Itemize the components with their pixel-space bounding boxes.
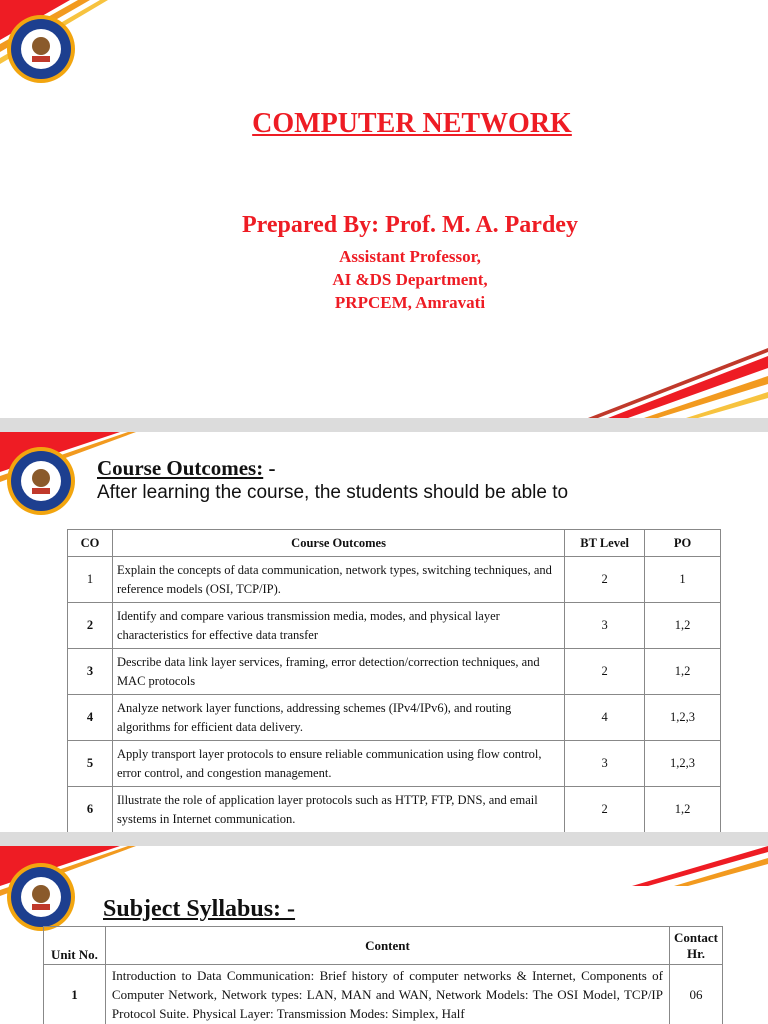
column-header-contact-hr: Contact Hr. xyxy=(670,927,723,965)
table-header-row xyxy=(44,927,723,965)
syllabus-table xyxy=(43,926,723,1024)
column-header-course-outcomes: Course Outcomes xyxy=(112,530,564,557)
slide-separator xyxy=(0,418,768,432)
co-number: 5 xyxy=(68,741,113,787)
slide-title xyxy=(0,0,768,418)
affiliation-institute: PRPCEM, Amravati xyxy=(334,293,486,312)
po-mapping: 1,2 xyxy=(645,603,721,649)
po-mapping: 1,2 xyxy=(645,787,721,833)
column-header-content: Content xyxy=(105,927,669,965)
college-logo xyxy=(6,862,76,932)
co-description: Illustrate the role of application layer protocols such as HTTP, FTP, DNS, and email systems in Internet communication. xyxy=(112,787,564,833)
bt-level: 4 xyxy=(565,695,645,741)
course-outcomes-table xyxy=(67,529,721,832)
co-description: Identify and compare various transmission media, modes, and physical layer characteristics for effective data transfer xyxy=(112,603,564,649)
college-logo xyxy=(6,14,76,84)
po-mapping: 1,2,3 xyxy=(645,741,721,787)
bt-level: 2 xyxy=(565,649,645,695)
column-header-unit-no: Unit No. xyxy=(44,927,106,965)
column-header-po: PO xyxy=(645,530,721,557)
table-row xyxy=(44,965,723,1024)
co-description: Describe data link layer services, framing, error detection/correction techniques, and MAC protocols xyxy=(112,649,564,695)
table-row xyxy=(68,741,721,787)
decor-stripes-bottom-right xyxy=(588,348,768,418)
course-outcomes-heading-suffix: - xyxy=(263,456,276,480)
bt-level: 3 xyxy=(565,741,645,787)
affiliation-department: AI &DS Department, xyxy=(332,270,488,289)
prepared-by: Prepared By: Prof. M. A. Pardey xyxy=(242,212,578,238)
co-number: 2 xyxy=(68,603,113,649)
table-row xyxy=(68,695,721,741)
course-outcomes-heading xyxy=(97,456,275,481)
bt-level: 3 xyxy=(565,603,645,649)
slide-subject-syllabus xyxy=(0,846,768,1024)
table-header-row xyxy=(68,530,721,557)
co-description: Explain the concepts of data communication, network types, switching techniques, and reference models (OSI, TCP/IP). xyxy=(112,557,564,603)
po-mapping: 1,2 xyxy=(645,649,721,695)
unit-number: 1 xyxy=(44,965,106,1024)
co-number: 6 xyxy=(68,787,113,833)
syllabus-heading: Subject Syllabus: - xyxy=(103,896,296,922)
co-number: 1 xyxy=(68,557,113,603)
column-header-co: CO xyxy=(68,530,113,557)
table-row xyxy=(68,557,721,603)
decor-stripes-top-right xyxy=(608,846,768,886)
course-outcomes-heading-text: Course Outcomes: xyxy=(97,456,264,480)
co-number: 4 xyxy=(68,695,113,741)
affiliation-designation: Assistant Professor, xyxy=(339,247,481,266)
table-row xyxy=(68,603,721,649)
bt-level: 2 xyxy=(565,787,645,833)
co-description: Apply transport layer protocols to ensure reliable communication using flow control, error control, and congestion management. xyxy=(112,741,564,787)
course-outcomes-intro: After learning the course, the students should be able to xyxy=(97,482,569,503)
po-mapping: 1 xyxy=(645,557,721,603)
presentation-title: COMPUTER NETWORK xyxy=(252,108,572,139)
table-row xyxy=(68,787,721,833)
college-logo xyxy=(6,446,76,516)
table-row xyxy=(68,649,721,695)
co-number: 3 xyxy=(68,649,113,695)
contact-hours: 06 xyxy=(670,965,723,1024)
bt-level: 2 xyxy=(565,557,645,603)
unit-content: Introduction to Data Communication: Brief history of computer networks & Internet, Components of Computer Network, Network types: LAN, MAN and WAN, Network Models: The OSI Model, TCP/IP Protocol Suite. Physical Layer: Transmission Modes: Simplex, Half xyxy=(105,965,669,1024)
column-header-bt-level: BT Level xyxy=(565,530,645,557)
slide-course-outcomes xyxy=(0,432,768,832)
po-mapping: 1,2,3 xyxy=(645,695,721,741)
co-description: Analyze network layer functions, addressing schemes (IPv4/IPv6), and routing algorithms for efficient data delivery. xyxy=(112,695,564,741)
slide-separator xyxy=(0,832,768,846)
